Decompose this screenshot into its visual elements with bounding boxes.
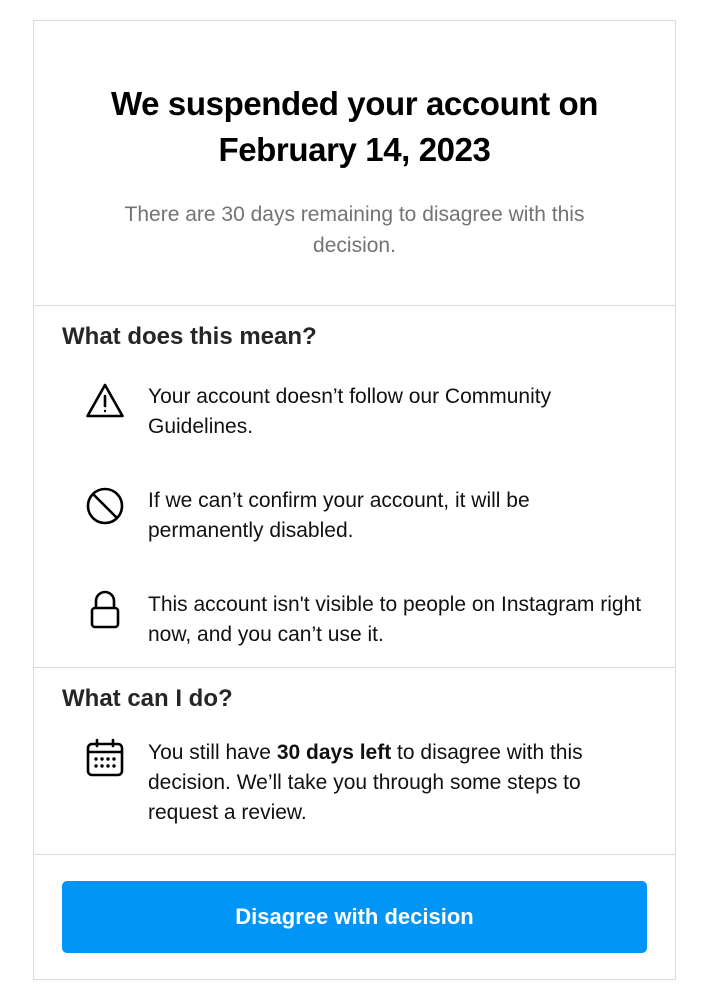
calendar-icon bbox=[62, 738, 148, 778]
footer-actions bbox=[34, 855, 675, 953]
item-text-start: You still have bbox=[148, 741, 277, 764]
prohibited-icon bbox=[62, 486, 148, 526]
header-section bbox=[34, 21, 675, 306]
list-item bbox=[62, 738, 647, 828]
todo-section-title: What can I do? bbox=[62, 685, 233, 712]
days-remaining-text: There are 30 days remaining to disagree with this decision. bbox=[124, 203, 585, 257]
list-item bbox=[62, 590, 647, 650]
disagree-button[interactable]: Disagree with decision bbox=[62, 881, 647, 953]
item-text: If we can’t confirm your account, it will be permanently disabled. bbox=[148, 489, 530, 542]
what-can-i-do-section bbox=[34, 668, 675, 855]
item-text bbox=[148, 738, 647, 828]
list-item bbox=[62, 486, 647, 546]
meaning-section-title: What does this mean? bbox=[62, 323, 317, 350]
meaning-section bbox=[34, 306, 675, 668]
days-left-highlight: 30 days left bbox=[276, 741, 392, 764]
suspension-card bbox=[33, 20, 676, 980]
warning-icon bbox=[62, 382, 148, 420]
lock-icon bbox=[62, 590, 148, 630]
item-text-end: to disagree with this decision. We’ll take you through some steps to request a review. bbox=[148, 741, 583, 824]
list-item bbox=[62, 382, 647, 442]
item-text: This account isn't visible to people on Instagram right now, and you can’t use it. bbox=[148, 593, 642, 646]
item-text: Your account doesn’t follow our Community Guidelines. bbox=[148, 385, 552, 438]
page-title: We suspended your account on February 14, 2023 bbox=[111, 85, 598, 168]
